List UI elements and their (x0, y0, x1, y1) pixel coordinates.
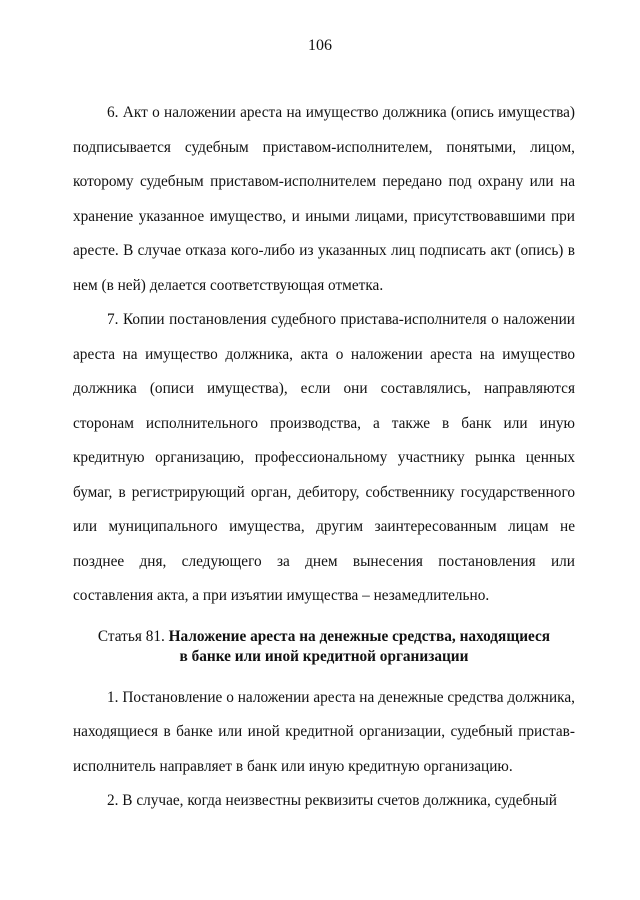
page-number: 106 (308, 37, 332, 54)
article-heading-line-1 (73, 627, 575, 647)
paragraph-item-2: 2. В случае, когда неизвестны реквизиты счетов должника, судебный (107, 792, 557, 809)
paragraph-item-7: 7. Копии постановления судебного пристава-исполнителя о наложении ареста на имущество должника, акта о наложении ареста на имущество должника (описи имущества), если они составлялись, направляются сторонам исполнительного производства, а также в банк или иную кредитную организацию, профессиональному участнику рынка ценных бумаг, в регистрирующий орган, дебитору, собственнику государственного или муниципального имущества, другим заинтересованным лицам не позднее дня, следующего за днем вынесения постановления или составления акта, а при изъятии имущества – незамедлительно. (73, 311, 575, 604)
paragraph-item-6: 6. Акт о наложении ареста на имущество должника (опись имущества) подписывается судебным приставом-исполнителем, понятыми, лицом, которому судебным приставом-исполнителем передано под охрану или на хранение указанное имущество, и иными лицами, присутствовавшими при аресте. В случае отказа кого-либо из указанных лиц подписать акт (опись) в нем (в ней) делается соответствующая отметка. (73, 104, 575, 294)
document-body (73, 96, 575, 819)
paragraph-item-1: 1. Постановление о наложении ареста на денежные средства должника, находящиеся в банке или иной кредитной организации, судебный пристав-исполнитель направляет в банк или иную кредитную организацию. (73, 688, 575, 775)
article-title-part-2: в банке или иной кредитной организации (179, 647, 469, 665)
article-title-part-1: Наложение ареста на денежные средства, находящиеся (168, 627, 551, 645)
article-number: Статья 81. (97, 627, 165, 645)
article-heading (73, 627, 575, 667)
